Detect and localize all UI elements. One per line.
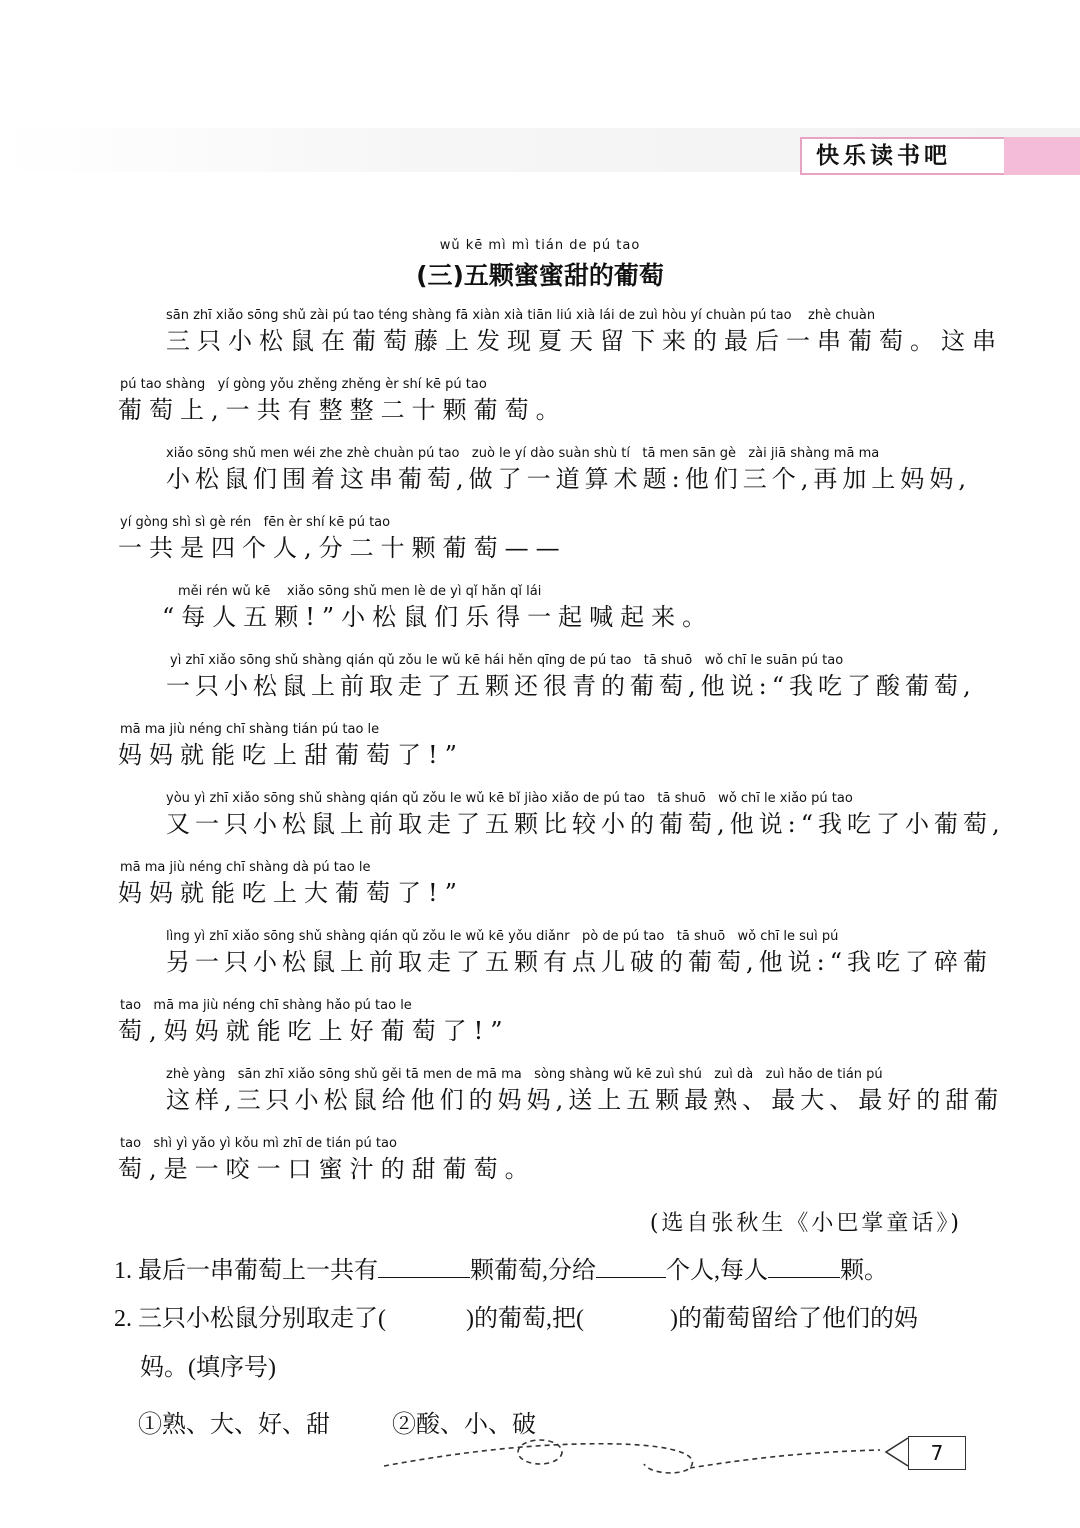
line-pinyin: mā ma jiù néng chī shàng dà pú tao le (120, 860, 371, 875)
source-citation: (选自张秋生《小巴掌童话》) (649, 1211, 962, 1236)
line-text: 妈妈就能吃上甜葡萄了!” (118, 741, 464, 769)
section-tab: 快乐读书吧 (800, 137, 1006, 175)
answer-blank-people[interactable] (596, 1253, 666, 1278)
question-2 (114, 1303, 918, 1335)
line-text: 另一只小松鼠上前取走了五颗有点儿破的葡萄,他说:“我吃了碎葡 (166, 948, 992, 976)
line-text: 三只小松鼠在葡萄藤上发现夏天留下来的最后一串葡萄。这串 (166, 327, 1003, 355)
line-text: 这样,三只小松鼠给他们的妈妈,送上五颗最熟、最大、最好的甜葡 (166, 1086, 1004, 1114)
line-pinyin: měi rén wǔ kē xiǎo sōng shǔ men lè de yì qǐ hǎn qǐ lái (178, 584, 542, 599)
line-pinyin: xiǎo sōng shǔ men wéi zhe zhè chuàn pú tao zuò le yí dào suàn shù tí tā men sān gè zài jiā shàng mā ma (166, 446, 880, 461)
question-1-text: 颗葡萄,分给 (470, 1258, 596, 1284)
line-text: 一共是四个人,分二十颗葡萄—— (118, 534, 567, 562)
dashed-ornament (380, 1430, 910, 1486)
answer-blank-count[interactable] (378, 1253, 470, 1278)
line-text: 萄,妈妈就能吃上好葡萄了!” (118, 1017, 510, 1045)
option-1: ①熟、大、好、甜 (138, 1412, 330, 1438)
line-pinyin: lìng yì zhī xiǎo sōng shǔ shàng qián qǔ zǒu le wǔ kē yǒu diǎnr pò de pú tao tā shuō wǒ chī le suì pú (166, 929, 839, 944)
story-title: (三)五颗蜜蜜甜的葡萄 (416, 261, 664, 290)
line-pinyin: tao shì yì yǎo yì kǒu mì zhī de tián pú tao (120, 1136, 397, 1151)
question-1-text: 个人,每人 (666, 1258, 768, 1284)
line-text: 葡萄上,一共有整整二十颗葡萄。 (118, 396, 567, 424)
question-2-text: )的葡萄,把( (466, 1306, 584, 1332)
line-text: 妈妈就能吃上大葡萄了!” (118, 879, 464, 907)
title-pinyin: wǔ kē mì mì tián de pú tao (439, 238, 641, 253)
question-2-continued: 妈。(填序号) (140, 1355, 276, 1381)
line-text: 小松鼠们围着这串葡萄,做了一道算术题:他们三个,再加上妈妈, (166, 465, 971, 493)
line-pinyin: tao mā ma jiù néng chī shàng hǎo pú tao le (120, 998, 412, 1013)
line-pinyin: yòu yì zhī xiǎo sōng shǔ shàng qián qǔ zǒu le wǔ kē bǐ jiào xiǎo de pú tao tā shuō wǒ chī le xiǎo pú tao (166, 791, 853, 806)
line-pinyin: yí gòng shì sì gè rén fēn èr shí kē pú tao (120, 515, 391, 530)
page-number: 7 (908, 1436, 966, 1470)
question-2-text: 2. 三只小松鼠分别取走了( (114, 1306, 386, 1332)
line-text: 一只小松鼠上前取走了五颗还很青的葡萄,他说:“我吃了酸葡萄, (166, 672, 976, 700)
line-pinyin: mā ma jiù néng chī shàng tián pú tao le (120, 722, 380, 737)
section-tab-accent (1004, 137, 1080, 175)
line-pinyin: sān zhī xiǎo sōng shǔ zài pú tao téng shàng fā xiàn xià tiān liú xià lái de zuì hòu yí chuàn pú tao zhè chuàn (166, 308, 876, 323)
question-1-text: 颗。 (840, 1258, 888, 1284)
line-pinyin: zhè yàng sān zhī xiǎo sōng shǔ gěi tā men de mā ma sòng shàng wǔ kē zuì shú zuì dà zuì hǎo de tián pú (166, 1067, 883, 1082)
line-text: “每人五颗!”小松鼠们乐得一起喊起来。 (162, 603, 714, 631)
line-text: 萄,是一咬一口蜜汁的甜葡萄。 (118, 1155, 536, 1183)
question-2-text: )的葡萄留给了他们的妈 (669, 1306, 918, 1332)
question-1 (114, 1253, 888, 1287)
question-1-text: 1. 最后一串葡萄上一共有 (114, 1258, 378, 1284)
option-2: ②酸、小、破 (392, 1412, 536, 1438)
line-pinyin: pú tao shàng yí gòng yǒu zhěng zhěng èr shí kē pú tao (120, 377, 487, 392)
line-text: 又一只小松鼠上前取走了五颗比较小的葡萄,他说:“我吃了小葡萄, (166, 810, 1005, 838)
answer-blank-each[interactable] (768, 1253, 840, 1278)
line-pinyin: yì zhī xiǎo sōng shǔ shàng qián qǔ zǒu le wǔ kē hái hěn qīng de pú tao tā shuō wǒ chī le suān pú tao (170, 653, 844, 668)
